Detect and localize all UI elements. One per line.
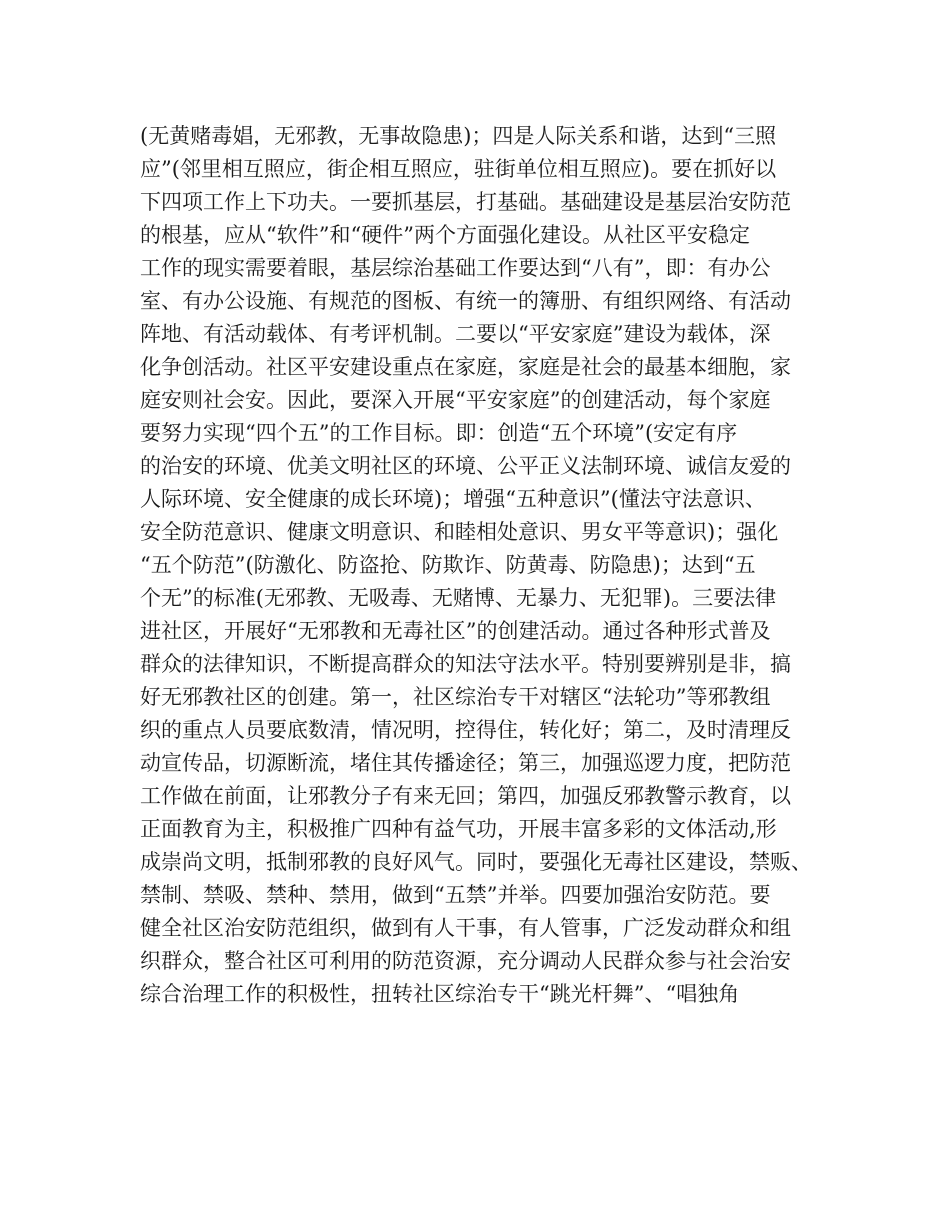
text-line: 化争创活动。社区平安建设重点在家庭，家庭是社会的最基本细胞，家 (140, 355, 791, 379)
text-line: 工作做在前面，让邪教分子有来无回；第四，加强反邪教警示教育，以 (140, 784, 791, 808)
text-line: 正面教育为主，积极推广四种有益气功，开展丰富多彩的文体活动,形 (140, 817, 777, 841)
text-line: 室、有办公设施、有规范的图板、有统一的簿册、有组织网络、有活动 (140, 289, 791, 313)
text-line: “五个防范”(防激化、防盗抢、防欺诈、防黄毒、防隐患)；达到“五 (140, 553, 756, 577)
text-line: 安全防范意识、健康文明意识、和睦相处意识、男女平等意识)；强化 (140, 520, 779, 544)
text-line: 织群众，整合社区可利用的防范资源，充分调动人民群众参与社会治安 (140, 949, 791, 973)
text-line: 人际环境、安全健康的成长环境)；增强“五种意识”(懂法守法意识、 (140, 487, 766, 511)
text-line: 禁制、禁吸、禁种、禁用，做到“五禁”并举。四要加强治安防范。要 (140, 883, 771, 907)
text-line: 工作的现实需要着眼，基层综治基础工作要达到“八有”，即：有办公 (140, 256, 771, 280)
text-line: 要努力实现“四个五”的工作目标。即：创造“五个环境”(安定有序 (140, 421, 738, 445)
text-line: 综合治理工作的积极性，扭转社区综治专干“跳光杆舞”、“唱独角 (140, 982, 740, 1006)
text-line: 好无邪教社区的创建。第一，社区综治专干对辖区“法轮功”等邪教组 (140, 685, 771, 709)
text-line: 成崇尚文明，抵制邪教的良好风气。同时，要强化无毒社区建设，禁贩、 (140, 850, 812, 874)
text-line: 个无”的标准(无邪教、无吸毒、无赌博、无暴力、无犯罪)。三要法律 (140, 586, 777, 610)
text-line: 群众的法律知识，不断提高群众的知法守法水平。特别要辨别是非，搞 (140, 652, 791, 676)
text-line: 的治安的环境、优美文明社区的环境、公平正义法制环境、诚信友爱的 (140, 454, 791, 478)
document-body (140, 120, 830, 1011)
text-line: 庭安则社会安。因此，要深入开展“平安家庭”的创建活动，每个家庭 (140, 388, 771, 412)
text-line: (无黄赌毒娼，无邪教，无事故隐患)；四是人际关系和谐，达到“三照 (140, 124, 777, 148)
text-line: 下四项工作上下功夫。一要抓基层，打基础。基础建设是基层治安防范 (140, 190, 791, 214)
text-line: 健全社区治安防范组织，做到有人干事，有人管事，广泛发动群众和组 (140, 916, 791, 940)
text-line: 阵地、有活动载体、有考评机制。二要以“平安家庭”建设为载体，深 (140, 322, 771, 346)
text-line: 动宣传品，切源断流，堵住其传播途径；第三，加强巡逻力度，把防范 (140, 751, 791, 775)
text-line: 的根基，应从“软件”和“硬件”两个方面强化建设。从社区平安稳定 (140, 223, 750, 247)
text-line: 织的重点人员要底数清，情况明，控得住，转化好；第二，及时清理反 (140, 718, 791, 742)
text-line: 应”(邻里相互照应，街企相互照应，驻街单位相互照应)。要在抓好以 (140, 157, 777, 181)
text-line: 进社区，开展好“无邪教和无毒社区”的创建活动。通过各种形式普及 (140, 619, 771, 643)
